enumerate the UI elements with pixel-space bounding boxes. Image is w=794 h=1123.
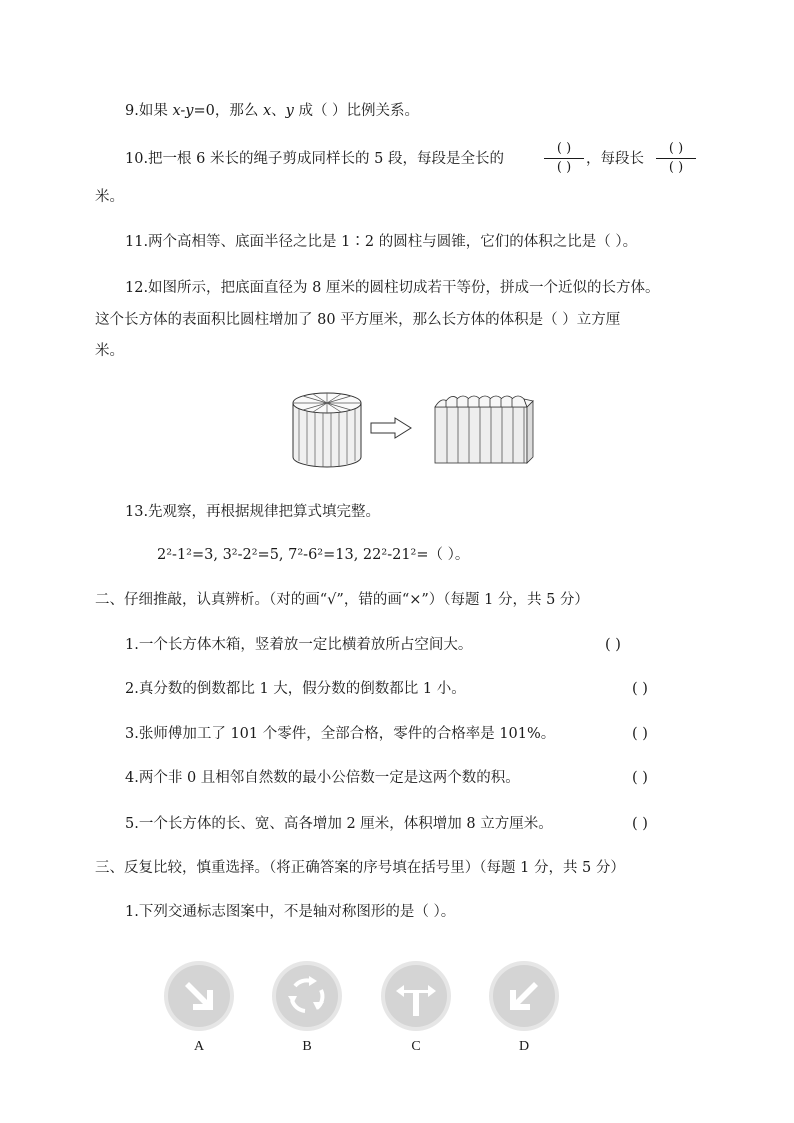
arrow-right-icon: [371, 418, 411, 438]
question-10-mid: ，每段长: [586, 151, 644, 167]
judge-item-2: 2.真分数的倒数都比 1 大，假分数的倒数都比 1 小。: [125, 681, 466, 697]
judge-paren-2: ( ): [632, 681, 648, 697]
section-2-title: 二、仔细推敲，认真辨析。（对的画“√”，错的画“×”）（每题 1 分，共 5 分）: [95, 592, 589, 608]
question-10-line2: 米。: [95, 189, 124, 205]
judge-item-1: 1.一个长方体木箱，竖着放一定比横着放所占空间大。: [125, 637, 473, 653]
section-3-title: 三、反复比较，慎重选择。（将正确答案的序号填在括号里）（每题 1 分，共 5 分）: [95, 860, 625, 876]
roundabout-icon: [271, 960, 343, 1032]
fraction-blank-1: ( ) ( ): [544, 141, 584, 176]
question-11: 11.两个高相等、底面半径之比是 1∶2 的圆柱与圆锥，它们的体积之比是（ ）。: [125, 234, 638, 250]
judge-paren-3: ( ): [632, 726, 648, 742]
choice-question-1: 1.下列交通标志图案中，不是轴对称图形的是（ ）。: [125, 904, 456, 920]
question-12-line1: 12.如图所示，把底面直径为 8 厘米的圆柱切成若干等份，拼成一个近似的长方体。: [125, 280, 660, 296]
arrow-down-left-icon: [488, 960, 560, 1032]
question-9: 9.如果 x-y=0，那么 x、y 成（ ）比例关系。: [125, 103, 420, 119]
choice-label-d: D: [518, 1039, 530, 1054]
choice-label-a: A: [193, 1039, 205, 1054]
judge-item-4: 4.两个非 0 且相邻自然数的最小公倍数一定是这两个数的积。: [125, 770, 520, 786]
judge-paren-4: ( ): [632, 770, 648, 786]
judge-paren-5: ( ): [632, 816, 648, 832]
question-13: 13.先观察，再根据规律把算式填完整。: [125, 504, 381, 520]
question-10-line1: 10.把一根 6 米长的绳子剪成同样长的 5 段，每段是全长的: [125, 151, 504, 167]
cylinder-icon: [293, 393, 361, 467]
fraction-blank-2: ( ) ( ): [656, 141, 696, 176]
judge-item-5: 5.一个长方体的长、宽、高各增加 2 厘米，体积增加 8 立方厘米。: [125, 816, 553, 832]
question-12-line2: 这个长方体的表面积比圆柱增加了 80 平方厘米，那么长方体的体积是（ ）立方厘: [95, 312, 621, 328]
cylinder-to-cuboid-figure: [285, 385, 545, 475]
cuboid-icon: [435, 396, 533, 463]
arrow-down-right-icon: [163, 960, 235, 1032]
turn-left-or-right-icon: [380, 960, 452, 1032]
choice-label-c: C: [411, 1039, 421, 1054]
question-13-formula: 2²-1²=3, 3²-2²=5, 7²-6²=13, 22²-21²=（ ）。: [157, 547, 470, 563]
question-12-line3: 米。: [95, 343, 124, 359]
choice-label-b: B: [302, 1039, 312, 1054]
judge-paren-1: ( ): [605, 637, 621, 653]
judge-item-3: 3.张师傅加工了 101 个零件，全部合格，零件的合格率是 101%。: [125, 726, 556, 742]
